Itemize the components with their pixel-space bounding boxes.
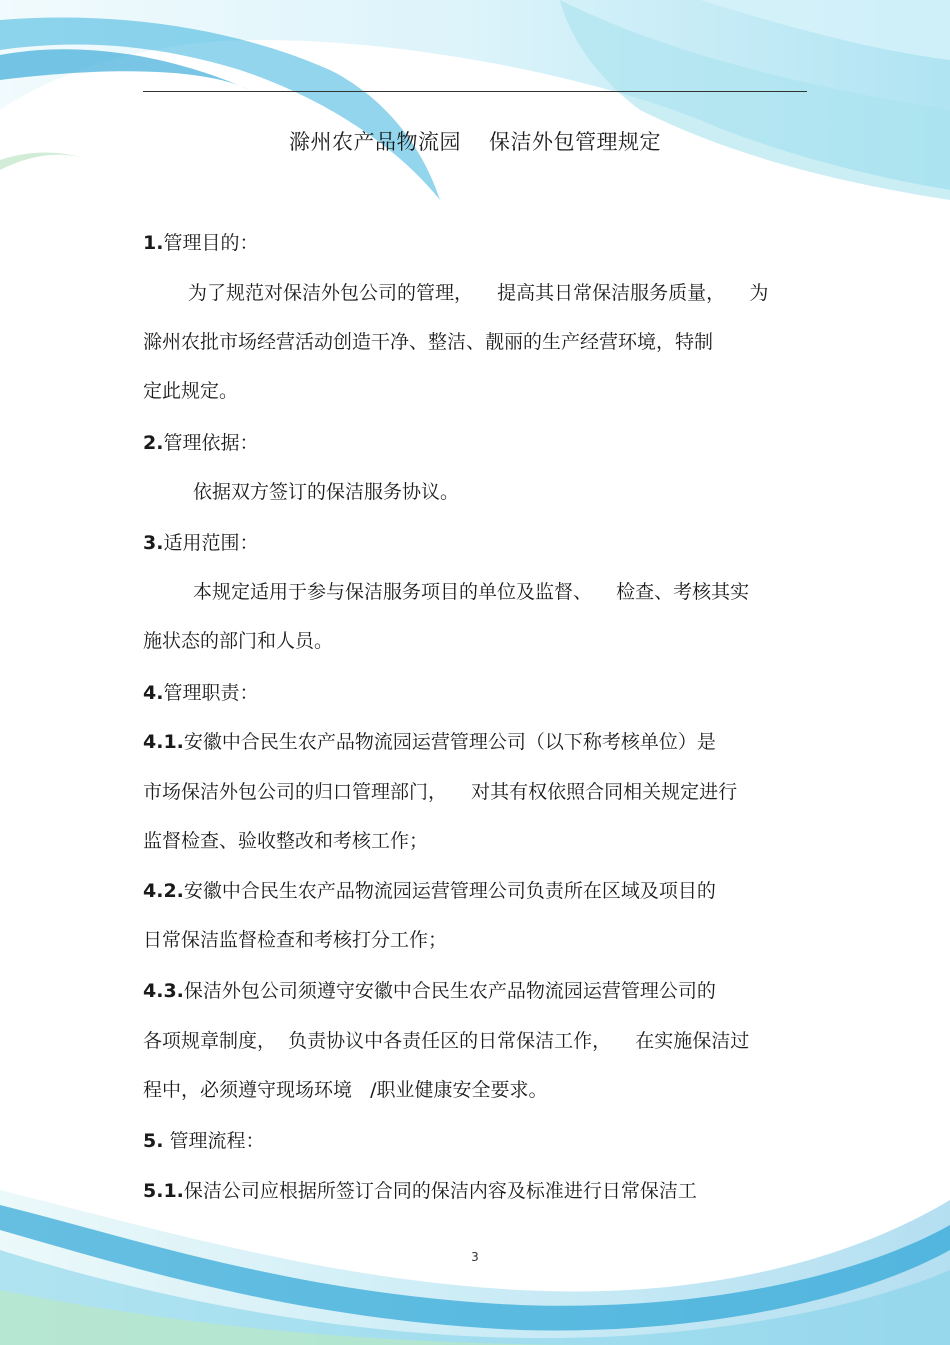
paragraph-line: 为了规范对保洁外包公司的管理， 提高其日常保洁服务质量， 为 (188, 282, 769, 304)
paragraph-line: 日常保洁监督检查和考核打分工作； (143, 929, 448, 951)
section-heading: 4.管理职责： (143, 682, 259, 704)
paragraph-line: 依据双方签订的保洁服务协议。 (193, 481, 460, 503)
clause-4-3: 4.3.保洁外包公司须遵守安徽中合民生农产品物流园运营管理公司的 (143, 980, 716, 1002)
title-right: 保洁外包管理规定 (489, 130, 661, 154)
paragraph-line: 定此规定。 (143, 380, 239, 402)
clause-4-1: 4.1.安徽中合民生农产品物流园运营管理公司（以下称考核单位）是 (143, 731, 716, 753)
page-number: 3 (471, 1250, 479, 1264)
document-title (0, 126, 950, 156)
title-left: 滁州农产品物流园 (289, 130, 461, 154)
section-heading: 5. 管理流程： (143, 1130, 265, 1152)
paragraph-line: 程中，必须遵守现场环境 /职业健康安全要求。 (143, 1079, 548, 1101)
paragraph-line: 市场保洁外包公司的归口管理部门， 对其有权依照合同相关规定进行 (143, 781, 738, 803)
paragraph-line: 各项规章制度， 负责协议中各责任区的日常保洁工作， 在实施保洁过 (143, 1030, 750, 1052)
paragraph-line: 本规定适用于参与保洁服务项目的单位及监督、 检查、考核其实 (193, 581, 750, 603)
section-heading: 3.适用范围： (143, 532, 259, 554)
header-rule (143, 91, 807, 92)
paragraph-line: 监督检查、验收整改和考核工作； (143, 830, 429, 852)
section-heading: 2.管理依据： (143, 432, 259, 454)
clause-4-2: 4.2.安徽中合民生农产品物流园运营管理公司负责所在区域及项目的 (143, 880, 716, 902)
paragraph-line: 施状态的部门和人员。 (143, 630, 334, 652)
section-heading: 1.管理目的： (143, 232, 259, 254)
clause-5-1: 5.1.保洁公司应根据所签订合同的保洁内容及标准进行日常保洁工 (143, 1180, 697, 1202)
paragraph-line: 滁州农批市场经营活动创造干净、整洁、靓丽的生产经营环境，特制 (143, 331, 714, 353)
